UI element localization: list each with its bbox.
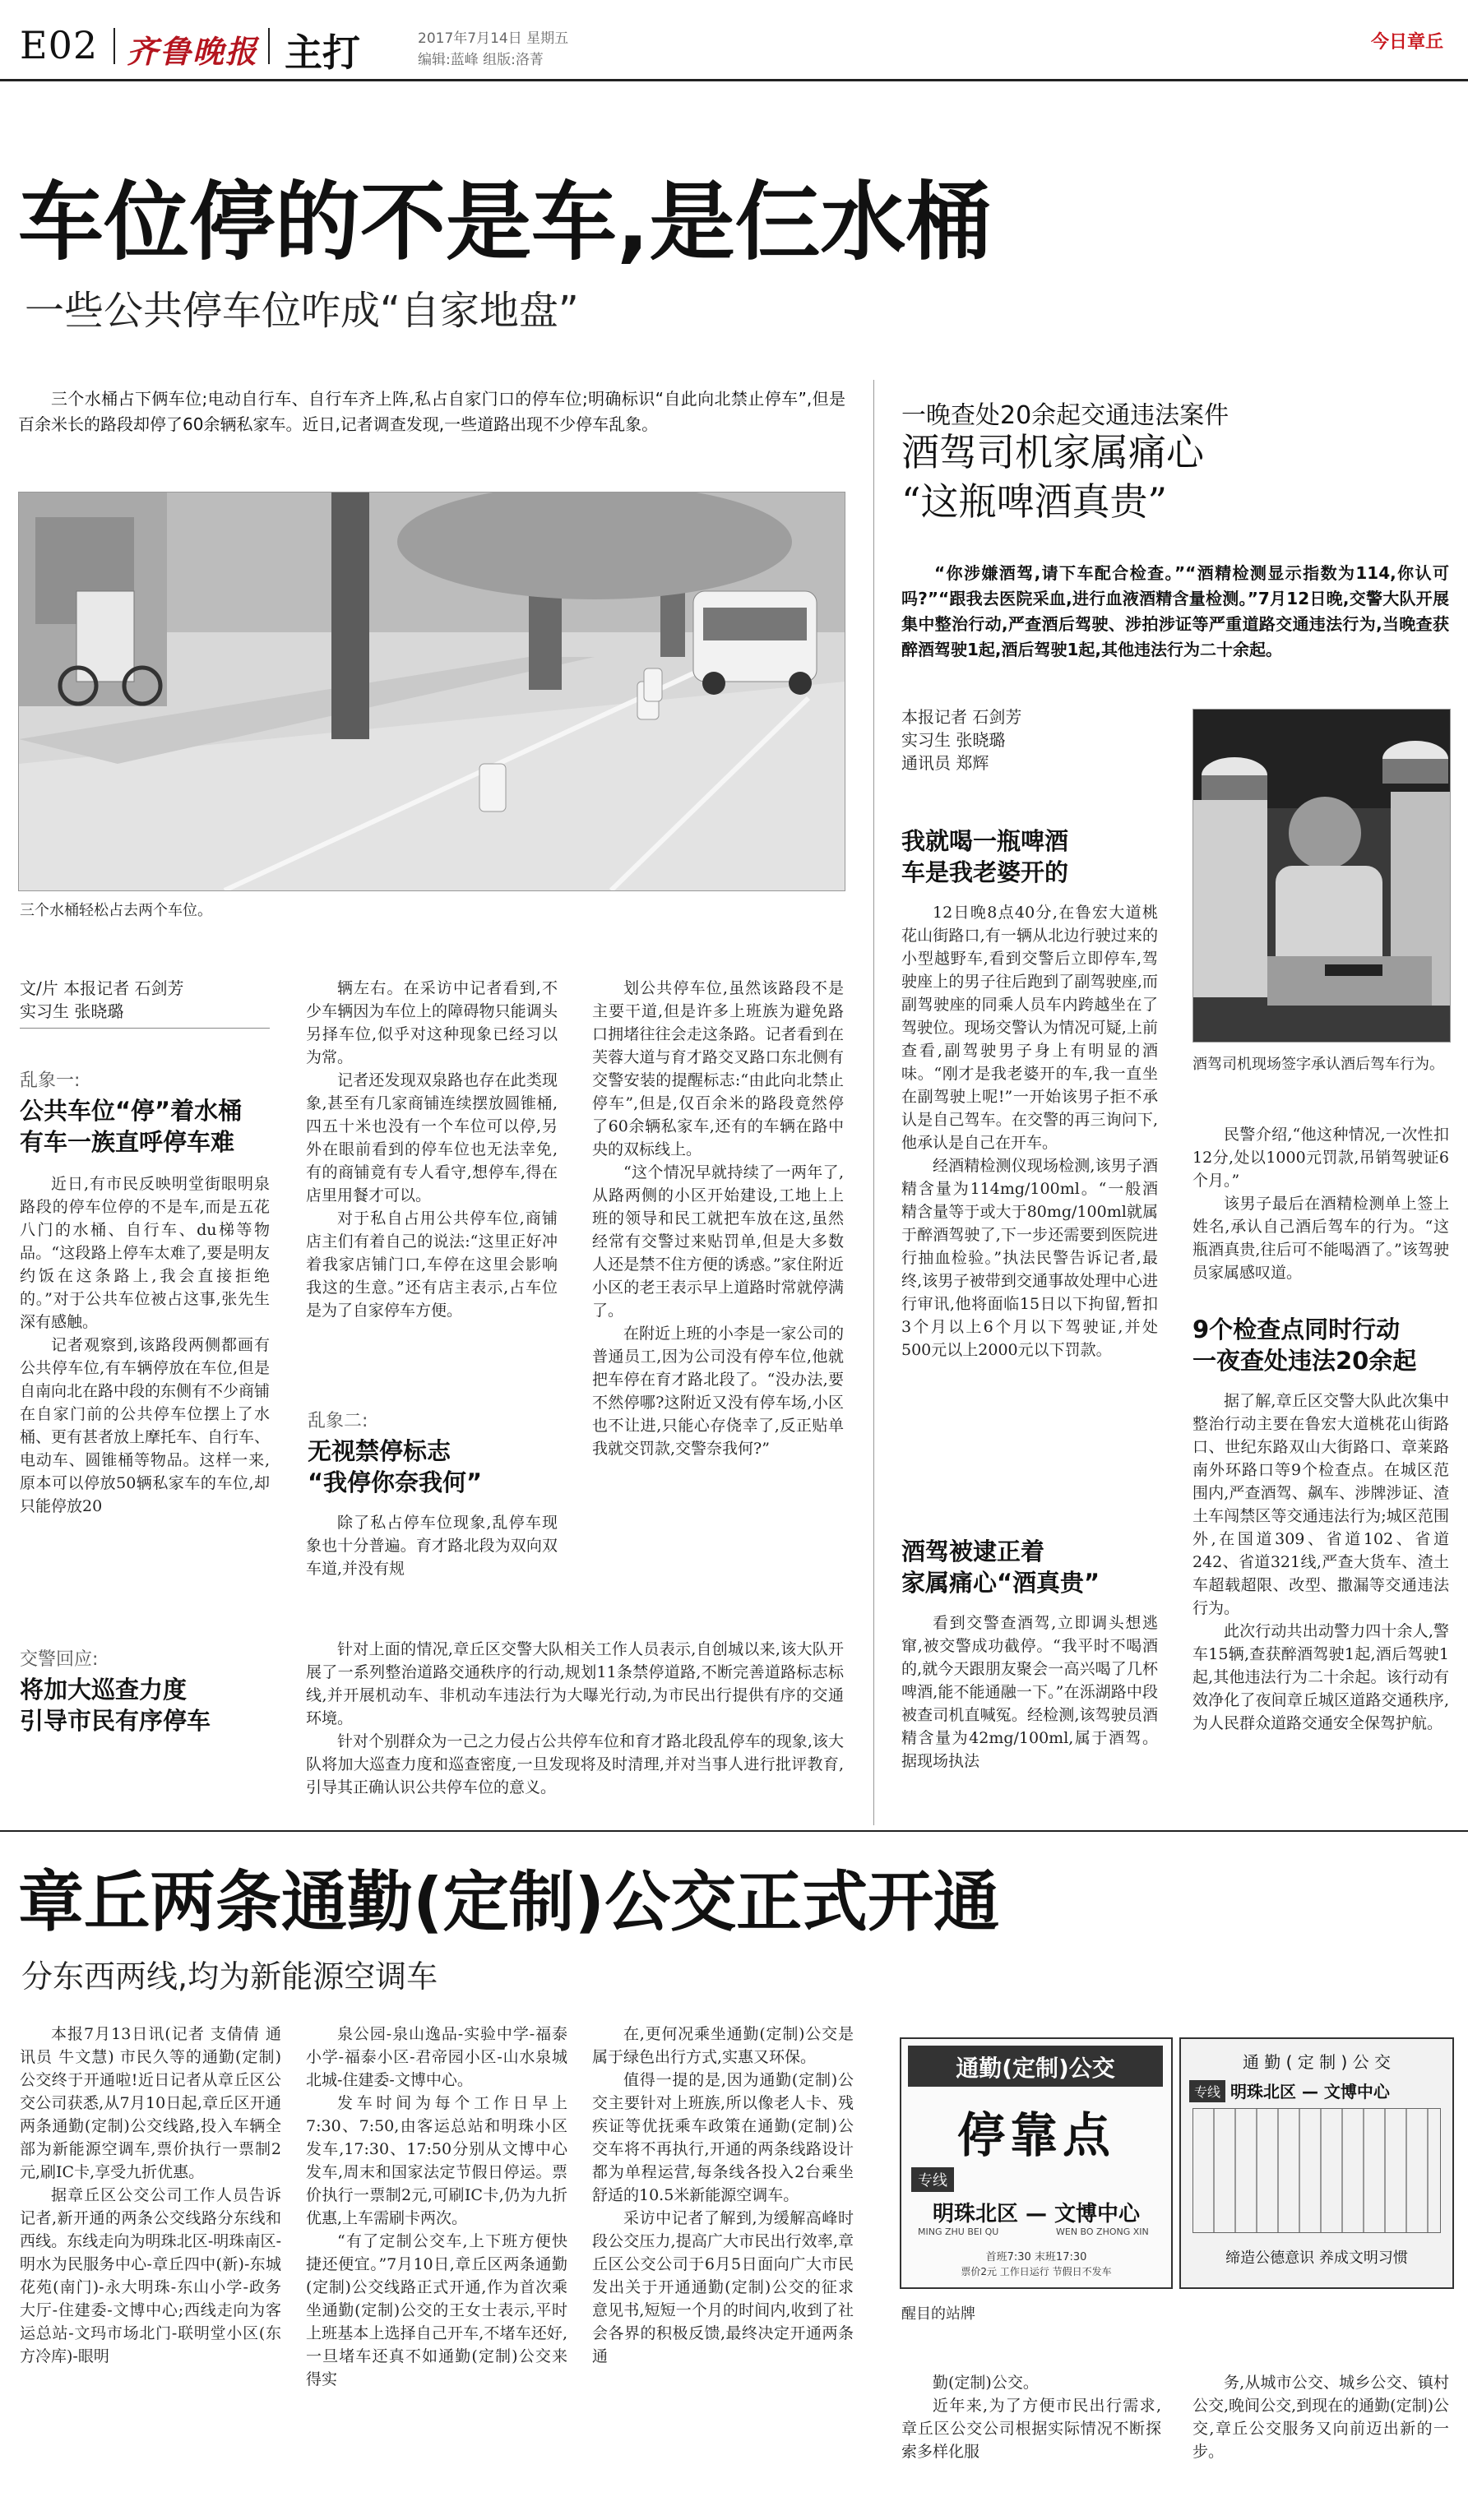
response-text: 针对上面的情况,章丘区交警大队相关工作人员表示,自创城以来,该大队开展了一系列整治道路交通秩序的行动,规划11条禁停道路,不断完善道路标志标线,并开展机动车、非机动车违法行为大曝光行动,为市民出行提供有序的交通环境。 针对个别群众为一己之力侵占公共停车位和育才路北段乱停车的现象,该大队将加大巡查力度和巡查密度,一旦发现将及时清理,并对当事人进行批评教育,引导其正确认识公共停车位的意义。 bbox=[306, 1640, 844, 1796]
sign1-route: 明珠北区 — 文博中心 bbox=[932, 2202, 1141, 2226]
section2-kicker: 乱象二: bbox=[308, 1411, 368, 1431]
story1-photo-buckets bbox=[18, 492, 845, 891]
edition-label: 今日章丘 bbox=[1370, 32, 1443, 53]
section2-heading: 无视禁停标志 “我停你奈我何” bbox=[308, 1437, 483, 1496]
story1-byline: 文/片 本报记者 石剑芳 实习生 张晓璐 bbox=[20, 978, 184, 1021]
sign2-route: 明珠北区 — 文博中心 bbox=[1230, 2082, 1390, 2102]
section1-kicker: 乱象一: bbox=[20, 1070, 81, 1091]
story2-kicker: 一晚查处20余起交通违法案件 bbox=[901, 401, 1230, 430]
sign1-pinyin-right: WEN BO ZHONG XIN bbox=[1056, 2226, 1149, 2237]
story2-column-2: 民警介绍,“他这种情况,一次性扣12分,处以1000元罚款,吊销驾驶证6个月。” 该男子最后在酒精检测单上签上姓名,承认自己酒后驾车的行为。“这瓶酒真贵,往后可不能喝酒了。”该驾驶员家属感叹道。 bbox=[1192, 1126, 1449, 1282]
response-heading: 将加大巡查力度 引导市民有序停车 bbox=[20, 1676, 211, 1735]
sign2-top-text: 通 勤 ( 定 制 ) 公 交 bbox=[1242, 2052, 1392, 2072]
police-checkpoint-illustration bbox=[1193, 710, 1450, 1042]
story2-headline: 酒驾司机家属痛心 “这瓶啤酒真贵” bbox=[901, 430, 1204, 524]
story2-photo-caption: 酒驾司机现场签字承认酒后驾车行为。 bbox=[1192, 1056, 1444, 1073]
story2-column-1b: 看到交警查酒驾,立即调头想逃窜,被交警成功截停。“我平时不喝酒的,就今天跟朋友聚会一高兴喝了几杯啤酒,能不能通融一下。”在泺湖路中段被查司机直喊冤。经检测,该驾驶员酒精含量为42mg/100ml,属于酒驾。据现场执法 bbox=[901, 1614, 1158, 1770]
story1-column-3: 划公共停车位,虽然该路段不是主要干道,但是许多上班族为避免路口拥堵往往会走这条路。记者看到在芙蓉大道与育才路交叉路口东北侧有交警安装的提醒标志:“由此向北禁止停车”,但是,仅百余米的路段竟然停了60余辆私家车,还有的车辆在路中央的双标线上。 “这个情况早就持续了一两年了,从路两侧的小区开始建设,工地上上班的领导和民工就把车放在这,虽然经常有交警过来贴罚单,但是大多数人还是禁不住方便的诱惑。”家住附近小区的老王表示早上道路时常就停满了。 在附近上班的小李是一家公司的普通员工,因为公司没有停车位,他就把车停在育才路北段了。“没办法,要不然停哪?这附近又没有停车场,小区也不让进,只能心存侥幸了,反正贴单我就交罚款,交警奈我何?” bbox=[592, 979, 844, 1458]
section1-heading: 公共车位“停”着水桶 有车一族直呼停车难 bbox=[20, 1097, 243, 1156]
story3-column-2: 泉公园-泉山逸品-实验中学-福泰小学-福泰小区-君帝园小区-山水泉城北城-住建委-文博中心。 发车时间为每个工作日早上7:30、7:50,由客运总站和明珠小区发车,17:30、17:50分别从文博中心发车,周末和国家法定节假日停运。票价执行一票制2元,可刷IC卡,仍为九折优惠,上车需刷卡两次。 “有了定制公交车,上下班方便快捷还便宜。”7月10日,章丘区两条通勤(定制)公交线路正式开通,作为首次乘坐通勤(定制)公交的王女士表示,平时上班基本上选择自己开车,不堵车还好,一旦堵车还真不如通勤(定制)公交来得实 bbox=[306, 2025, 567, 2388]
story3-headline: 章丘两条通勤(定制)公交正式开通 bbox=[18, 1864, 1000, 1940]
story2-sec3-heading: 9个检查点同时行动 一夜查处违法20余起 bbox=[1192, 1315, 1417, 1375]
issue-date: 2017年7月14日 星期五 bbox=[418, 30, 569, 47]
section-title: 主打 bbox=[285, 30, 360, 75]
story2-lead: “你涉嫌酒驾,请下车配合检查。”“酒精检测显示指数为114,你认可吗?”“跟我去医院采血,进行血液酒精含量检测。”7月12日晚,交警大队开展集中整治行动,严查酒后驾驶、涉拍涉证等严重道路交通违法行为,当晚查获醉酒驾驶1起,酒后驾驶1起,其他违法行为二十余起。 bbox=[901, 563, 1449, 659]
byline-rule bbox=[20, 1028, 270, 1029]
story2-sec2-heading: 酒驾被逮正着 家属痛心“酒真贵” bbox=[901, 1537, 1100, 1597]
story3-subheadline: 分东西两线,均为新能源空调车 bbox=[21, 1958, 438, 1995]
story3-column-5: 务,从城市公交、城乡公交、镇村公交,晚间公交,到现在的通勤(定制)公交,章丘公交服务又向前迈出新的一步。 bbox=[1192, 2374, 1449, 2461]
story-divider bbox=[873, 380, 874, 1825]
story2-sec1-heading: 我就喝一瓶啤酒 车是我老婆开的 bbox=[901, 827, 1069, 886]
story2-column-2b: 据了解,章丘区交警大队此次集中整治行动主要在鲁宏大道桃花山街路口、世纪东路双山大街路口、章莱路南外环路口等9个检查点。在城区范围内,严查酒驾、飙车、涉牌涉证、渣土车闯禁区等交通违法行为;城区范围外,在国道309、省道102、省道242、省道321线,严查大货车、渣土车超载超限、改型、撒漏等交通违法行为。 此次行动共出动警力四十余人,警车15辆,查获醉酒驾驶1起,酒后驾驶1起,其他违法行为二十余起。该行动有效净化了夜间章丘城区道路交通秩序,为人民群众道路交通安全保驾护航。 bbox=[1192, 1392, 1449, 1732]
story1-column-2: 辆左右。在采访中记者看到,不少车辆因为车位上的障碍物只能调头另择车位,似乎对这种现象已经习以为常。 记者还发现双泉路也存在此类现象,甚至有几家商铺连续摆放圆锥桶,四五十米也没有一个车位可以停,另外在眼前看到的停车位也无法幸免,有的商铺竟有专人看守,想停车,得在店里用餐才可以。 对于私自占用公共停车位,商铺店主们有着自己的说法:“这里正好冲着我家店铺门口,车停在这里会影响我这的生意。”还有店主表示,占车位是为了自家停车方便。 bbox=[306, 979, 558, 1320]
story3-column-1: 本报7月13日讯(记者 支倩倩 通讯员 牛文慧) 市民久等的通勤(定制)公交终于开通啦!近日记者从章丘区公交公司获悉,从7月10日起,章丘区开通两条通勤(定制)公交线路,投入车辆全部为新能源空调车,票价执行一票制2元,刷IC卡,享受九折优惠。 据章丘区公交公司工作人员告诉记者,新开通的两条公交线路分东线和西线。东线走向为明珠北区-明珠南区-明水为民服务中心-章丘四中(新)-东城花苑(南门)-永大明珠-东山小学-政务大厅-住建委-文博中心;西线走向为客运总站-文玛市场北门-联明堂小区(东方冷库)-眼明 bbox=[20, 2025, 281, 2365]
story3-column-3: 在,更何况乘坐通勤(定制)公交是属于绿色出行方式,实惠又环保。 值得一提的是,因为通勤(定制)公交主要针对上班族,所以像老人卡、残疾证等优抚乘车政策在通勤(定制)公交车将不再执行,开通的两条线路设计都为单程运营,每条线各投入2台乘坐舒适的10.5米新能源空调车。 采访中记者了解到,为缓解高峰时段公交压力,提高广大市民出行效率,章丘区公交公司于6月5日面向广大市民发出关于开通通勤(定制)公交的征求意见书,短短一个月的时间内,收到了社会各界的积极反馈,最终决定开通两条通 bbox=[592, 2025, 854, 2365]
sign1-small-note: 票价2元 工作日运行 节假日不发车 bbox=[961, 2266, 1112, 2277]
story2-column-1: 12日晚8点40分,在鲁宏大道桃花山街路口,有一辆从北边行驶过来的小型越野车,看到交警后立即停车,驾驶座上的男子往后跑到了副驾驶座,而副驾驶座的同乘人员车内跨越坐在了驾驶位。现场交警认为情况可疑,上前查看,副驾驶男子身上有明显的酒味。“刚才是我老婆开的车,我一直坐在副驾驶上呢!”一开始该男子拒不承认是自己驾车。在交警的再三询问下,他承认是自己在开车。 经酒精检测仪现场检测,该男子酒精含量为114mg/100ml。“一般酒精含量等于或大于80mg/100ml就属于醉酒驾驶了,下一步还需要到医院进行抽血检验。”执法民警告诉记者,最终,该男子被带到交通事故处理中心进行审讯,他将面临15日以下拘留,暂扣3个月以上6个月以下驾驶证,并处500元以上2000元以下罚款。 bbox=[901, 904, 1158, 1359]
story3-column-4: 勤(定制)公交。 近年来,为了方便市民出行需求,章丘区公交公司根据实际情况不断探索多样化服 bbox=[901, 2374, 1161, 2461]
sign2-tag: 专线 bbox=[1189, 2080, 1225, 2102]
story1-column-2b: 除了私占停车位现象,乱停车现象也十分普遍。育才路北段为双向双车道,并没有规 bbox=[306, 1514, 558, 1578]
response-kicker: 交警回应: bbox=[20, 1649, 99, 1670]
sign1-main-text: 停靠点 bbox=[956, 2107, 1115, 2163]
newspaper-logo: 齐鲁晚报 bbox=[127, 33, 259, 70]
street-scene-illustration bbox=[19, 492, 845, 890]
sign2-footer: 缔造公德意识 养成文明习惯 bbox=[1225, 2250, 1408, 2267]
story1-headline: 车位停的不是车,是仨水桶 bbox=[18, 172, 992, 272]
page-number: E02 bbox=[20, 23, 99, 67]
sign1-pinyin-left: MING ZHU BEI QU bbox=[918, 2226, 999, 2237]
story1-photo-caption: 三个水桶轻松占去两个车位。 bbox=[20, 902, 212, 919]
story2-byline: 本报记者 石剑芳 实习生 张晓璐 通讯员 郑辉 bbox=[901, 707, 1022, 773]
editor-credits: 编辑:蓝峰 组版:洛菁 bbox=[418, 52, 544, 68]
bus-stop-sign-2 bbox=[1179, 2037, 1454, 2289]
story2-photo-police bbox=[1192, 709, 1451, 1043]
story1-column-1: 近日,有市民反映明堂街眼明泉路段的停车位停的不是车,而是五花八门的水桶、自行车、du梯等物品。“这段路上停车太难了,要是明友约饭在这条路上,我会直接拒绝的。”对于公共车位被占这事,张先生深有感触。 记者观察到,该路段两侧都画有公共停车位,有车辆停放在车位,但是自南向北在路中段的东侧有不少商铺在自家门前的公共停车位摆上了水桶、更有甚者放上摩托车、自行车、电动车、圆锥桶等物品。这样一来,原本可以停放50辆私家车的车位,却只能停放20 bbox=[20, 1175, 271, 1515]
story1-lead: 三个水桶占下俩车位;电动自行车、自行车齐上阵,私占自家门口的停车位;明确标识“自此向北禁止停车”,但是百余米长的路段却停了60余辆私家车。近日,记者调查发现,一些道路出现不少停车乱象。 bbox=[18, 389, 845, 434]
story3-top-rule bbox=[0, 1830, 1468, 1832]
header-divider bbox=[113, 28, 115, 64]
sign1-tag: 专线 bbox=[911, 2167, 954, 2192]
header-rule bbox=[0, 79, 1468, 81]
sign2-timetable bbox=[1192, 2108, 1441, 2233]
header-divider bbox=[268, 28, 270, 64]
sign1-top-text: 通勤(定制)公交 bbox=[956, 2055, 1115, 2082]
story1-subheadline: 一些公共停车位咋成“自家地盘” bbox=[25, 288, 579, 334]
sign1-time-note: 首班7:30 末班17:30 bbox=[985, 2251, 1087, 2263]
bus-stop-sign-1 bbox=[900, 2037, 1173, 2289]
bus-sign-caption: 醒目的站牌 bbox=[901, 2305, 975, 2323]
